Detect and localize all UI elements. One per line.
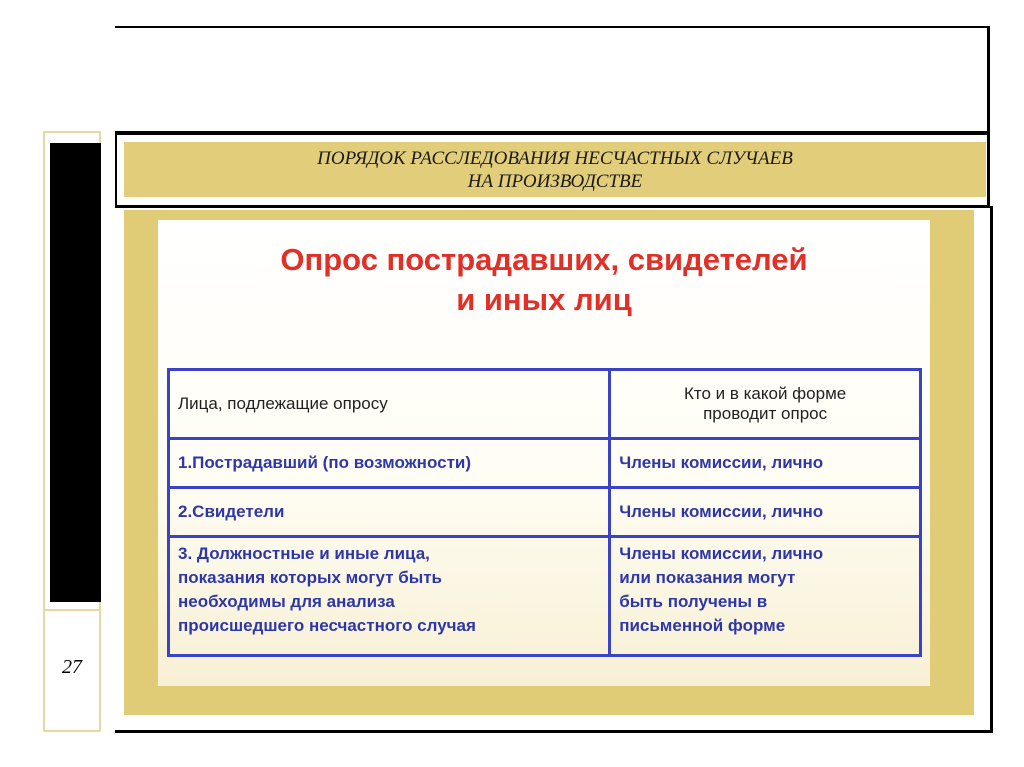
table-cell: 2.Свидетели [169,488,610,537]
left-black-bar [50,143,101,602]
survey-table [167,368,922,657]
table-cell: Члены комиссии, лично или показания могут быть получены в письменной форме [610,537,921,656]
section-title-line-1: ПОРЯДОК РАССЛЕДОВАНИЯ НЕСЧАСТНЫХ СЛУЧАЕВ [317,147,793,169]
table-row [169,488,921,537]
slide-heading-line-1: Опрос пострадавших, свидетелей [280,242,808,277]
table-header-cell: Кто и в какой форме проводит опрос [610,370,921,439]
table-header-row [169,370,921,439]
table-cell: Члены комиссии, лично [610,488,921,537]
section-title [124,142,986,197]
slide-heading-line-2: и иных лиц [456,282,632,317]
table-header-cell: Лица, подлежащие опросу [169,370,610,439]
table-row [169,537,921,656]
table-row [169,439,921,488]
page-number: 27 [62,656,82,678]
table-cell: 1.Пострадавший (по возможности) [169,439,610,488]
slide-heading [158,240,930,320]
section-title-line-2: НА ПРОИЗВОДСТВЕ [467,170,643,192]
table-cell: Члены комиссии, лично [610,439,921,488]
table-cell: 3. Должностные и иные лица, показания которых могут быть необходимы для анализа происшедшего несчастного случая [169,537,610,656]
header-empty-box [115,26,990,134]
